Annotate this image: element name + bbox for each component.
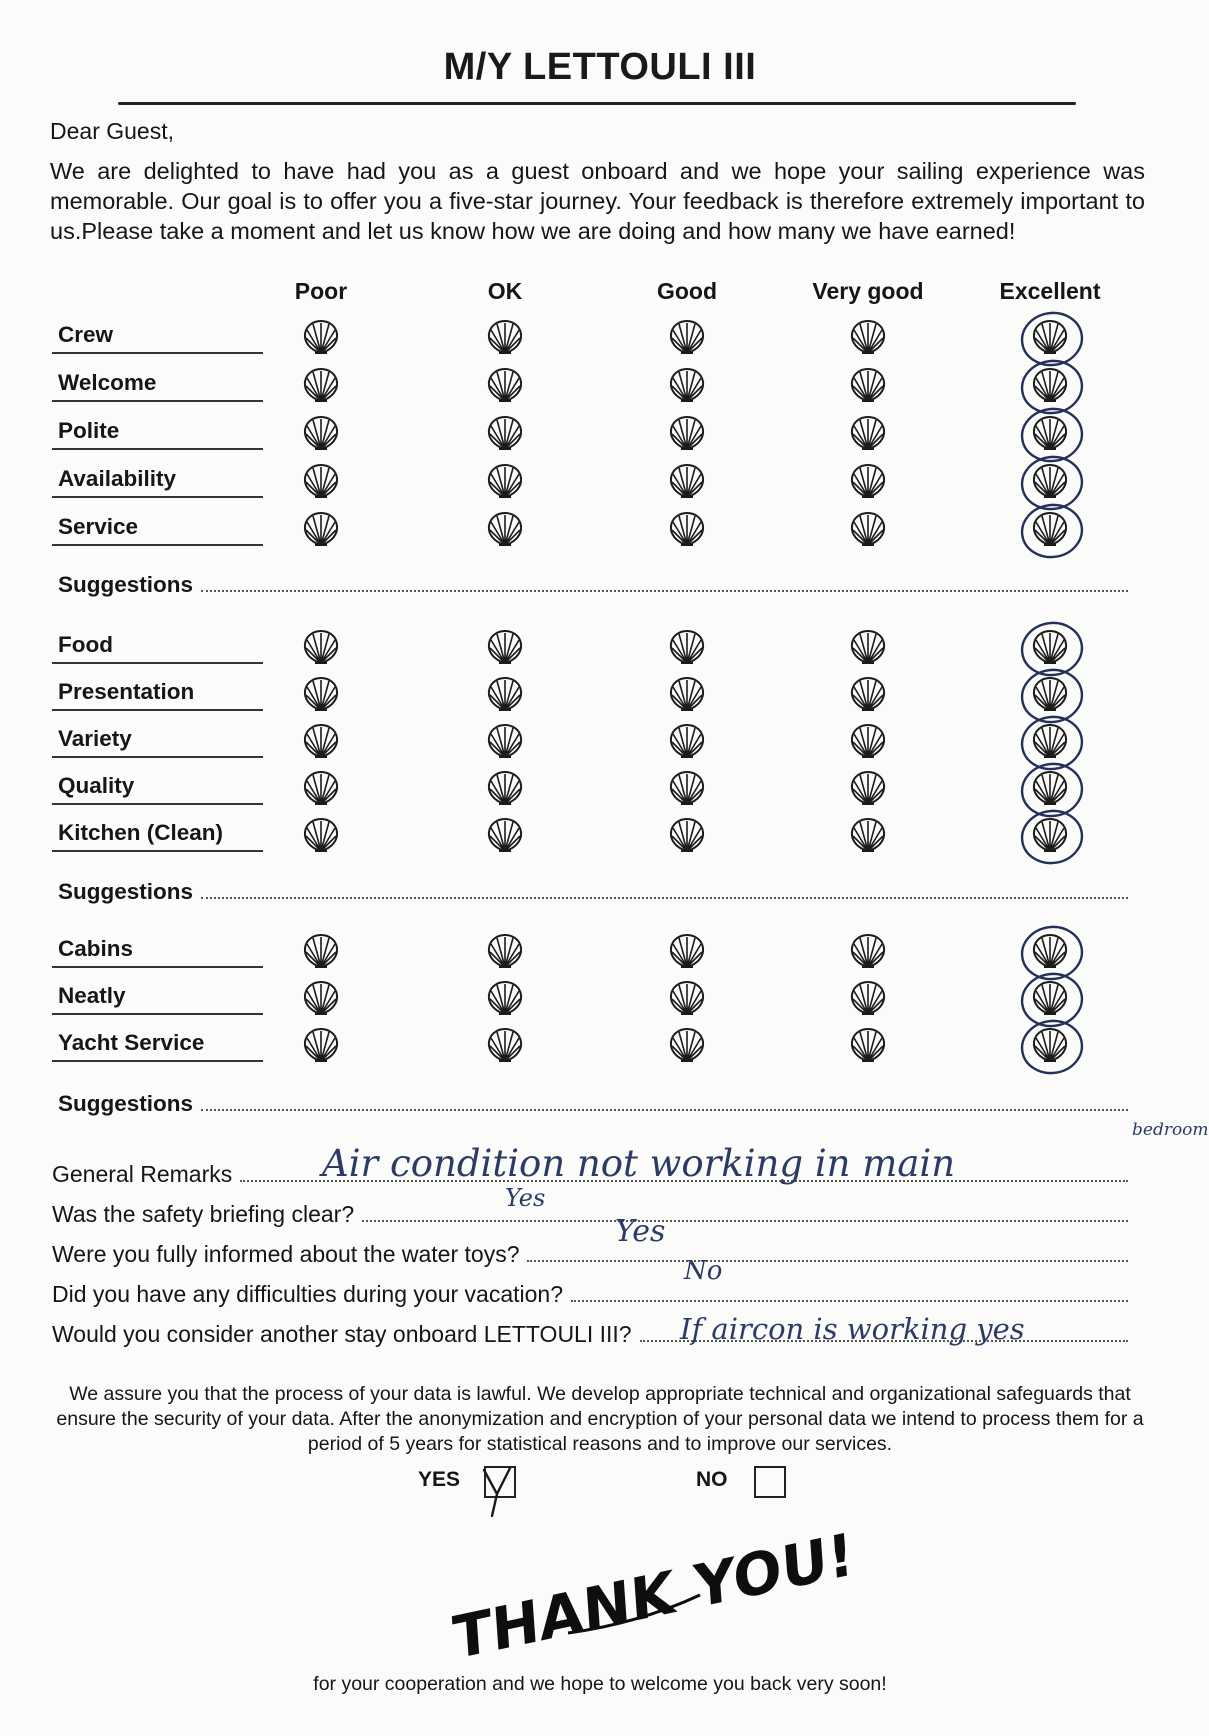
category-label: Kitchen (Clean) [52, 820, 263, 852]
scallop-shell-icon[interactable] [485, 979, 525, 1017]
handwritten-answer: Yes [505, 1184, 546, 1212]
consent-no-checkbox[interactable] [754, 1466, 786, 1498]
category-label: Availability [52, 466, 263, 498]
scallop-shell-icon[interactable] [667, 462, 707, 500]
handwritten-answer: Air condition not working in main [322, 1142, 956, 1185]
scallop-shell-icon[interactable] [301, 979, 341, 1017]
footer-message: for your cooperation and we hope to welcome you back very soon! [313, 1673, 887, 1695]
suggestions-line[interactable] [58, 568, 1128, 598]
scallop-shell-icon[interactable] [485, 366, 525, 404]
handwritten-answer: Yes [615, 1214, 666, 1249]
selection-circle [1016, 1014, 1090, 1080]
scallop-shell-icon[interactable] [301, 769, 341, 807]
scallop-shell-icon[interactable] [848, 816, 888, 854]
scallop-shell-icon[interactable] [301, 414, 341, 452]
scallop-shell-icon[interactable] [667, 675, 707, 713]
suggestions-label: Suggestions [58, 879, 194, 904]
category-label: Cabins [52, 936, 263, 968]
scallop-shell-icon[interactable] [485, 1026, 525, 1064]
scallop-shell-icon[interactable] [301, 932, 341, 970]
scallop-shell-icon[interactable] [848, 628, 888, 666]
form-title: M/Y LETTOULI III [443, 46, 757, 88]
question-row[interactable] [52, 1198, 1128, 1228]
scallop-shell-icon[interactable] [848, 510, 888, 548]
scallop-shell-icon[interactable] [301, 510, 341, 548]
category-label: Crew [52, 322, 263, 354]
question-label: General Remarks [52, 1161, 233, 1187]
suggestions-line[interactable] [58, 875, 1128, 905]
selection-circle [1016, 498, 1090, 564]
category-label: Yacht Service [52, 1030, 263, 1062]
scallop-shell-icon[interactable] [301, 816, 341, 854]
consent-yes-label: YES [418, 1468, 461, 1491]
scallop-shell-icon[interactable] [848, 722, 888, 760]
scallop-shell-icon[interactable] [667, 510, 707, 548]
scallop-shell-icon[interactable] [485, 318, 525, 356]
scallop-shell-icon[interactable] [485, 932, 525, 970]
category-label: Variety [52, 726, 263, 758]
scallop-shell-icon[interactable] [485, 722, 525, 760]
scallop-shell-icon[interactable] [667, 318, 707, 356]
scallop-shell-icon[interactable] [301, 628, 341, 666]
rating-header-ok: OK [487, 278, 523, 304]
scallop-shell-icon[interactable] [848, 414, 888, 452]
handwritten-answer: No [684, 1256, 723, 1286]
scallop-shell-icon[interactable] [301, 1026, 341, 1064]
scallop-shell-icon[interactable] [667, 722, 707, 760]
dotted-line [527, 1258, 1128, 1262]
category-label: Service [52, 514, 263, 546]
salutation: Dear Guest, [50, 118, 174, 144]
rating-header-good: Good [656, 278, 718, 304]
suggestions-line[interactable] [58, 1087, 1128, 1117]
scallop-shell-icon[interactable] [667, 628, 707, 666]
scallop-shell-icon[interactable] [485, 628, 525, 666]
scallop-shell-icon[interactable] [848, 366, 888, 404]
scallop-shell-icon[interactable] [848, 979, 888, 1017]
scallop-shell-icon[interactable] [301, 675, 341, 713]
scallop-shell-icon[interactable] [301, 318, 341, 356]
question-row[interactable] [52, 1278, 1128, 1308]
rating-header-poor: Poor [294, 278, 348, 304]
data-consent-text: We assure you that the process of your data is lawful. We develop appropriate technical and organizational safeguards that ensure the security of your data. After the anonymization and encryption of your personal data we intend to process them for a period of 5 years for statistical reasons and to improve our services. [56, 1383, 1144, 1455]
question-label: Would you consider another stay onboard LETTOULI III? [52, 1321, 632, 1347]
checkmark-icon [480, 1464, 514, 1520]
scallop-shell-icon[interactable] [848, 932, 888, 970]
dotted-line [201, 1107, 1128, 1111]
scallop-shell-icon[interactable] [667, 414, 707, 452]
scallop-shell-icon[interactable] [301, 722, 341, 760]
handwritten-answer-continuation: bedroom [1132, 1120, 1209, 1140]
question-row[interactable] [52, 1238, 1128, 1268]
scallop-shell-icon[interactable] [485, 769, 525, 807]
scallop-shell-icon[interactable] [485, 816, 525, 854]
dotted-line [362, 1218, 1128, 1222]
scallop-shell-icon[interactable] [485, 510, 525, 548]
consent-no-label: NO [696, 1468, 728, 1491]
scallop-shell-icon[interactable] [485, 675, 525, 713]
scallop-shell-icon[interactable] [667, 769, 707, 807]
scallop-shell-icon[interactable] [848, 675, 888, 713]
question-label: Did you have any difficulties during your vacation? [52, 1281, 563, 1307]
scallop-shell-icon[interactable] [848, 1026, 888, 1064]
handwritten-answer: If aircon is working yes [680, 1312, 1025, 1346]
category-label: Food [52, 632, 263, 664]
suggestions-label: Suggestions [58, 572, 194, 597]
scallop-shell-icon[interactable] [667, 932, 707, 970]
category-label: Presentation [52, 679, 263, 711]
dotted-line [201, 895, 1128, 899]
scallop-shell-icon[interactable] [485, 462, 525, 500]
thank-you-lettering [450, 1515, 856, 1673]
scallop-shell-icon[interactable] [848, 318, 888, 356]
selection-circle [1016, 804, 1090, 870]
scallop-shell-icon[interactable] [848, 462, 888, 500]
dotted-line [571, 1298, 1128, 1302]
scallop-shell-icon[interactable] [485, 414, 525, 452]
rating-header-excellent: Excellent [999, 278, 1101, 304]
consent-yes-checkbox[interactable] [484, 1466, 516, 1498]
scallop-shell-icon[interactable] [667, 1026, 707, 1064]
question-label: Were you fully informed about the water toys? [52, 1241, 520, 1267]
suggestions-label: Suggestions [58, 1091, 194, 1116]
category-label: Welcome [52, 370, 263, 402]
dotted-line [201, 588, 1128, 592]
title-rule [118, 102, 1076, 105]
question-label: Was the safety briefing clear? [52, 1201, 355, 1227]
scallop-shell-icon[interactable] [848, 769, 888, 807]
category-label: Polite [52, 418, 263, 450]
scallop-shell-icon[interactable] [667, 366, 707, 404]
category-label: Quality [52, 773, 263, 805]
intro-paragraph: We are delighted to have had you as a guest onboard and we hope your sailing experience was memorable. Our goal is to offer you a five-star journey. Your feedback is therefore extremely important to us.Please take a moment and let us know how we are doing and how many we have earned! [50, 158, 1145, 244]
scallop-shell-icon[interactable] [667, 816, 707, 854]
scallop-shell-icon[interactable] [301, 462, 341, 500]
scallop-shell-icon[interactable] [667, 979, 707, 1017]
thank-you-text: THANK YOU! [450, 1519, 856, 1673]
scallop-shell-icon[interactable] [301, 366, 341, 404]
category-label: Neatly [52, 983, 263, 1015]
rating-header-very-good: Very good [812, 278, 924, 304]
